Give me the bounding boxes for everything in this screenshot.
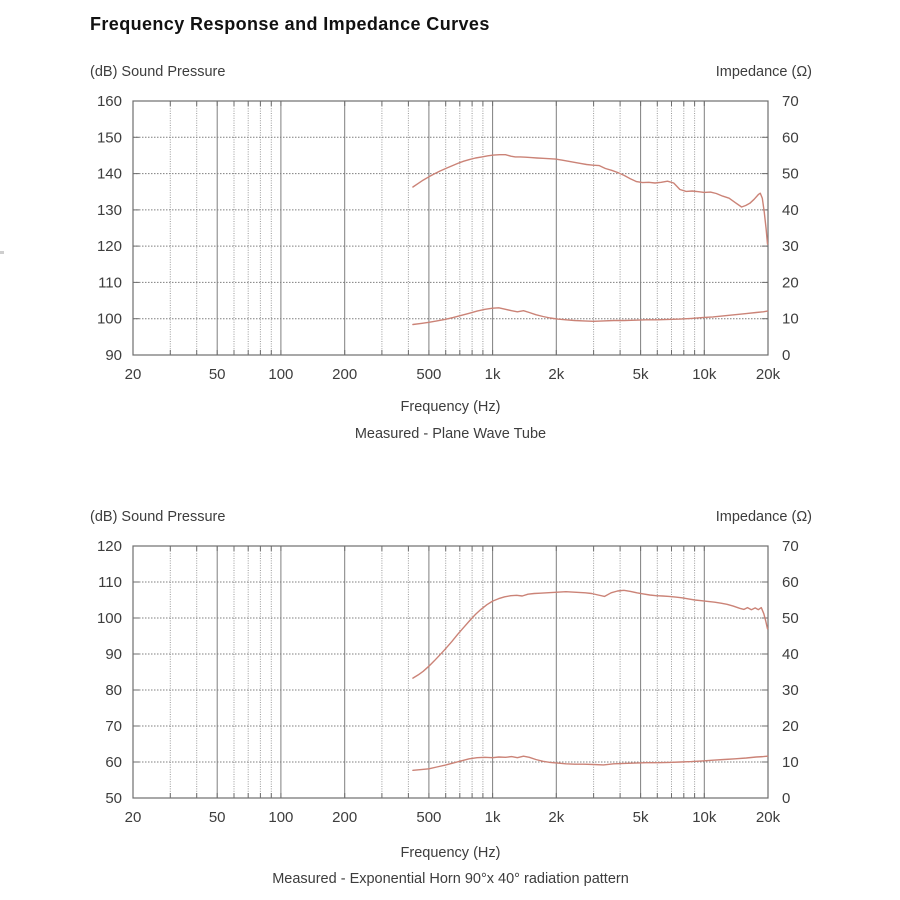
chart2-right-axis-title: Impedance (Ω) bbox=[715, 509, 812, 525]
x-tick-label: 5k bbox=[632, 366, 649, 383]
left-tick-label: 100 bbox=[96, 610, 122, 627]
x-tick-label: 500 bbox=[416, 366, 442, 383]
x-tick-label: 20 bbox=[124, 366, 142, 383]
x-tick-label: 50 bbox=[208, 809, 226, 826]
impedance-curve bbox=[413, 308, 768, 325]
left-tick-label: 120 bbox=[96, 238, 122, 256]
left-tick-label: 90 bbox=[105, 347, 122, 364]
x-tick-label: 200 bbox=[332, 366, 358, 383]
impedance-curve bbox=[413, 756, 768, 770]
right-tick-label: 40 bbox=[782, 201, 799, 219]
right-tick-label: 0 bbox=[782, 347, 791, 364]
x-tick-label: 20k bbox=[755, 366, 781, 383]
right-tick-label: 70 bbox=[782, 93, 799, 110]
x-tick-label: 10k bbox=[692, 809, 717, 826]
left-tick-label: 100 bbox=[96, 310, 122, 328]
left-tick-label: 130 bbox=[96, 201, 122, 219]
scan-artifact-dot bbox=[0, 251, 4, 254]
page-title: Frequency Response and Impedance Curves bbox=[90, 14, 490, 34]
x-tick-label: 200 bbox=[332, 809, 358, 826]
chart1-left-axis-title: (dB) Sound Pressure bbox=[90, 64, 226, 80]
left-tick-label: 80 bbox=[105, 682, 122, 699]
x-tick-label: 50 bbox=[208, 366, 226, 383]
right-tick-label: 40 bbox=[782, 646, 799, 663]
right-tick-label: 70 bbox=[782, 538, 799, 555]
left-tick-label: 60 bbox=[105, 754, 122, 771]
chart-2 bbox=[97, 538, 799, 826]
chart2-caption: Measured - Exponential Horn 90°x 40° radiation pattern bbox=[272, 871, 629, 887]
left-tick-label: 50 bbox=[105, 790, 122, 807]
left-tick-label: 70 bbox=[105, 718, 122, 735]
right-tick-label: 10 bbox=[782, 754, 799, 771]
right-tick-label: 50 bbox=[782, 165, 799, 183]
left-tick-label: 120 bbox=[96, 538, 122, 555]
x-tick-label: 5k bbox=[632, 809, 649, 826]
right-tick-label: 30 bbox=[782, 682, 799, 699]
right-tick-label: 20 bbox=[782, 718, 799, 735]
left-tick-label: 90 bbox=[105, 646, 122, 663]
x-tick-label: 20 bbox=[124, 809, 142, 826]
right-tick-label: 0 bbox=[782, 790, 791, 807]
sound-pressure-curve bbox=[413, 590, 768, 678]
right-tick-label: 50 bbox=[782, 610, 799, 627]
x-tick-label: 2k bbox=[548, 366, 565, 383]
x-tick-label: 1k bbox=[484, 809, 501, 826]
left-tick-label: 160 bbox=[96, 93, 122, 110]
x-tick-label: 20k bbox=[755, 809, 781, 826]
chart1-right-axis-title: Impedance (Ω) bbox=[715, 64, 812, 80]
chart2-x-axis-label: Frequency (Hz) bbox=[400, 845, 501, 861]
chart-1 bbox=[97, 93, 799, 383]
chart1-caption: Measured - Plane Wave Tube bbox=[354, 426, 547, 442]
right-tick-label: 20 bbox=[782, 274, 799, 292]
left-tick-label: 140 bbox=[96, 165, 122, 183]
chart2-left-axis-title: (dB) Sound Pressure bbox=[90, 509, 226, 525]
right-tick-label: 10 bbox=[782, 310, 799, 328]
x-tick-label: 100 bbox=[268, 366, 294, 383]
right-tick-label: 60 bbox=[782, 129, 799, 147]
left-tick-label: 150 bbox=[96, 129, 122, 147]
x-tick-label: 500 bbox=[416, 809, 442, 826]
x-tick-label: 10k bbox=[692, 366, 717, 383]
plot-border bbox=[133, 546, 768, 798]
x-tick-label: 1k bbox=[484, 366, 501, 383]
chart1-x-axis-label: Frequency (Hz) bbox=[400, 399, 501, 415]
sound-pressure-curve bbox=[413, 155, 768, 244]
right-tick-label: 30 bbox=[782, 238, 799, 256]
right-tick-label: 60 bbox=[782, 574, 799, 591]
x-tick-label: 100 bbox=[268, 809, 294, 826]
x-tick-label: 2k bbox=[548, 809, 565, 826]
left-tick-label: 110 bbox=[98, 274, 122, 292]
left-tick-label: 110 bbox=[98, 574, 122, 591]
plot-border bbox=[133, 101, 768, 355]
